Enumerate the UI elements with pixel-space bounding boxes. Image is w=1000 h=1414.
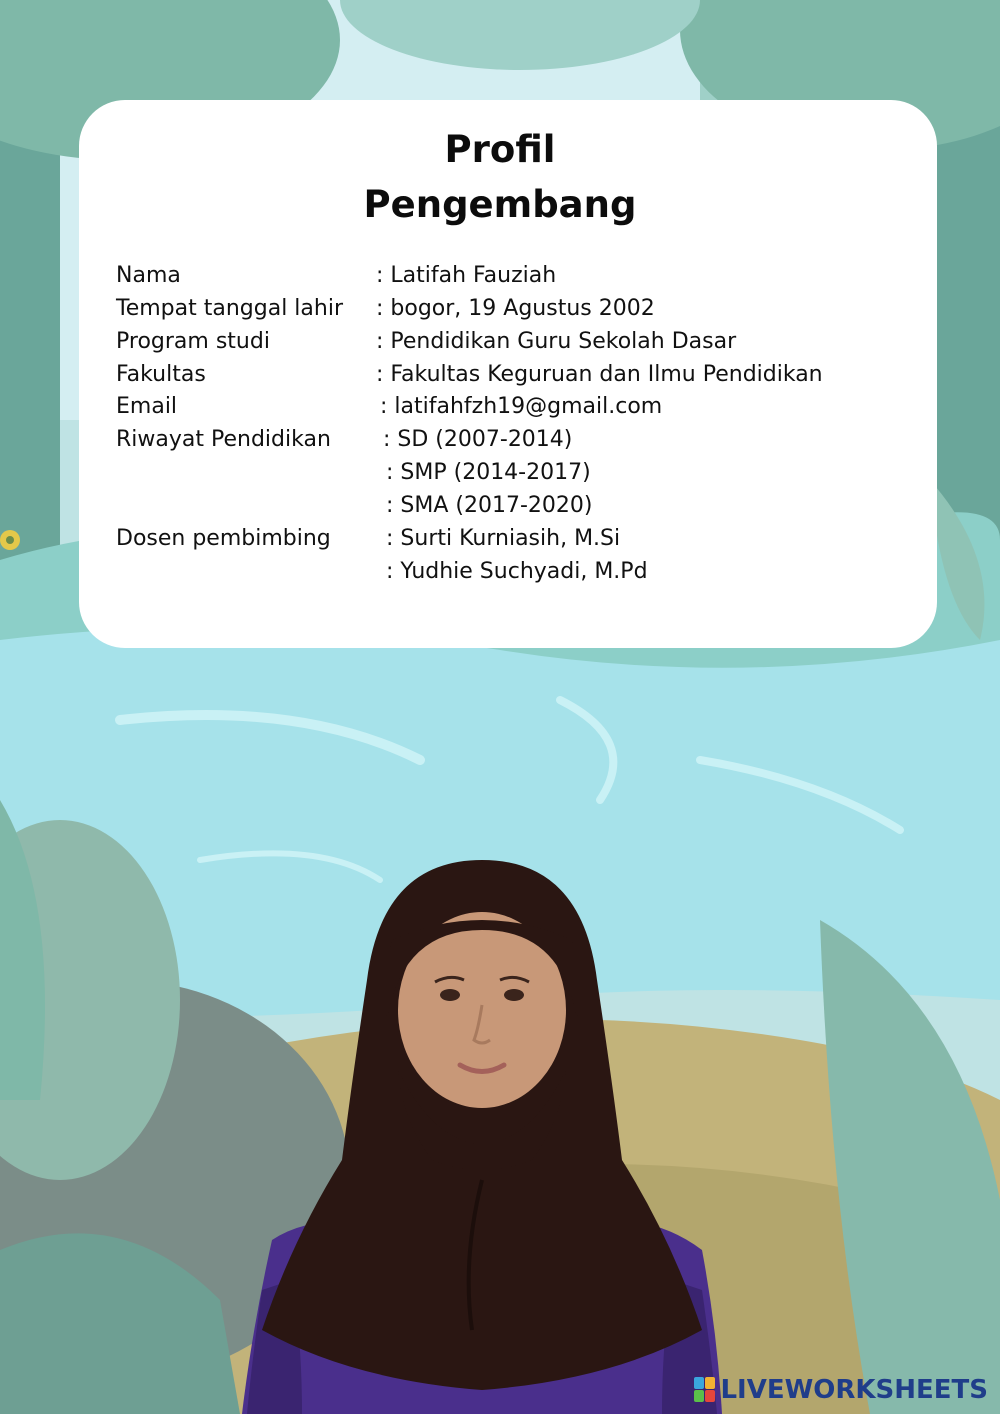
label-prodi: Program studi — [116, 329, 270, 354]
label-email: Email — [116, 394, 178, 419]
liveworksheets-watermark — [694, 1374, 988, 1406]
title-line-2: Pengembang — [363, 183, 637, 226]
liveworksheets-logo-icon — [694, 1377, 716, 1403]
label-ttl: Tempat tanggal lahir — [116, 296, 343, 321]
label-nama: Nama — [116, 263, 181, 288]
label-riwayat: Riwayat Pendidikan — [116, 427, 331, 452]
value-email: : latifahfzh19@gmail.com — [380, 394, 663, 419]
developer-photo — [232, 860, 732, 1414]
value-ttl: : bogor, 19 Agustus 2002 — [376, 296, 655, 321]
value-prodi: : Pendidikan Guru Sekolah Dasar — [376, 329, 737, 354]
value-riwayat-sd: : SD (2007-2014) — [383, 427, 573, 452]
label-fakultas: Fakultas — [116, 362, 206, 387]
watermark-text: LIVEWORKSHEETS — [720, 1375, 988, 1405]
label-dosen: Dosen pembimbing — [116, 526, 331, 551]
title-line-1: Profil — [444, 128, 556, 171]
value-dosen-1: : Surti Kurniasih, M.Si — [386, 526, 621, 551]
value-riwayat-smp: : SMP (2014-2017) — [386, 460, 591, 485]
value-dosen-2: : Yudhie Suchyadi, M.Pd — [386, 559, 648, 584]
value-nama: : Latifah Fauziah — [376, 263, 557, 288]
value-fakultas: : Fakultas Keguruan dan Ilmu Pendidikan — [376, 362, 823, 387]
value-riwayat-sma: : SMA (2017-2020) — [386, 493, 593, 518]
